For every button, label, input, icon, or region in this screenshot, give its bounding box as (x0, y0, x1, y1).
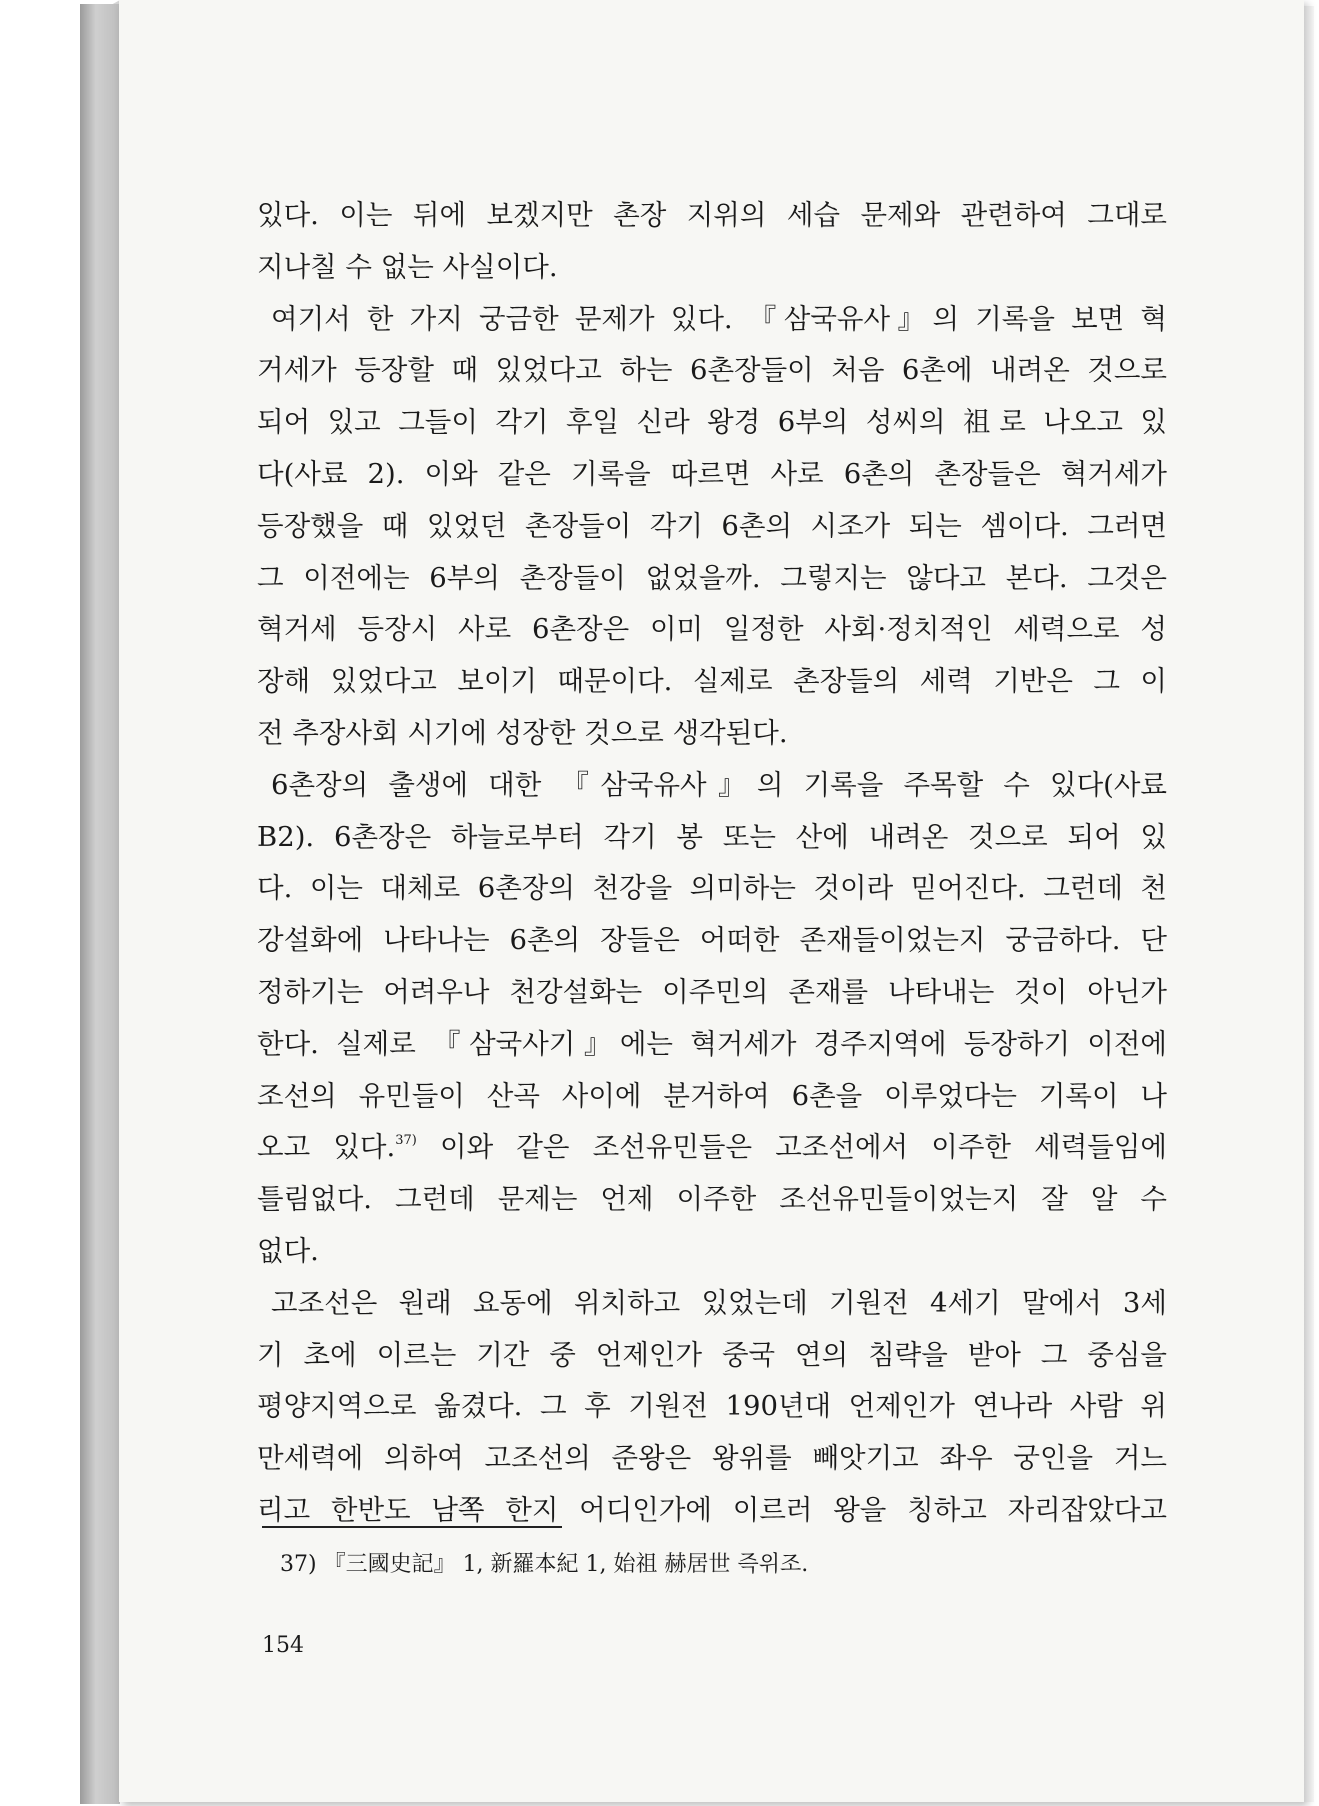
text-line: 틀림없다. 그런데 문제는 언제 이주한 조선유민들이었는지 잘 알 수 (257, 1183, 1167, 1216)
text-line: 지나칠 수 없는 사실이다. (257, 250, 558, 283)
text-line: 평양지역으로 옮겼다. 그 후 기원전 190년대 언제인가 연나라 사람 위 (257, 1390, 1167, 1423)
text-line: 그 이전에는 6부의 촌장들이 없었을까. 그렇지는 않다고 본다. 그것은 (257, 561, 1167, 594)
text-line: 장해 있었다고 보이기 때문이다. 실제로 촌장들의 세력 기반은 그 이 (257, 665, 1167, 698)
text-line: 다. 이는 대체로 6촌장의 천강을 의미하는 것이라 믿어진다. 그런데 천 (257, 872, 1167, 905)
footnote: 37) 『三國史記』 1, 新羅本紀 1, 始祖 赫居世 즉위조. (280, 1552, 809, 1577)
text-segment: 오고 있다. (257, 1131, 396, 1164)
page-number: 154 (262, 1633, 304, 1658)
text-line: 혁거세 등장시 사로 6촌장은 이미 일정한 사회·정치적인 세력으로 성 (257, 613, 1167, 646)
text-line: B2). 6촌장은 하늘로부터 각기 봉 또는 산에 내려온 것으로 되어 있 (257, 820, 1167, 853)
book-spine (80, 4, 120, 1804)
text-line: 조선의 유민들이 산곡 사이에 분거하여 6촌을 이루었다는 기록이 나 (257, 1079, 1167, 1112)
text-line: 전 추장사회 시기에 성장한 것으로 생각된다. (257, 716, 788, 749)
text-line: 리고 한반도 남쪽 한지 어디인가에 이르러 왕을 칭하고 자리잡았다고 (257, 1493, 1167, 1526)
text-line: 6촌장의 출생에 대한 『삼국유사』의 기록을 주목할 수 있다(사료 (271, 768, 1167, 801)
text-line: 한다. 실제로 『삼국사기』에는 혁거세가 경주지역에 등장하기 이전에 (257, 1027, 1167, 1060)
footnote-reference[interactable]: 37) (395, 1133, 417, 1149)
text-line: 없다. (257, 1234, 319, 1267)
text-line-with-footnote (257, 1122, 1167, 1174)
text-segment: 이와 같은 조선유민들은 고조선에서 이주한 세력들임에 (416, 1131, 1167, 1164)
footnote-divider (262, 1526, 562, 1528)
page-body (257, 190, 1167, 1537)
text-line: 있다. 이는 뒤에 보겠지만 촌장 지위의 세습 문제와 관련하여 그대로 (257, 199, 1167, 231)
text-line: 되어 있고 그들이 각기 후일 신라 왕경 6부의 성씨의 祖로 나오고 있 (257, 406, 1167, 439)
text-line: 강설화에 나타나는 6촌의 장들은 어떠한 존재들이었는지 궁금하다. 단 (257, 924, 1167, 957)
text-line: 등장했을 때 있었던 촌장들이 각기 6촌의 시조가 되는 셈이다. 그러면 (257, 509, 1167, 542)
text-line: 거세가 등장할 때 있었다고 하는 6촌장들이 처음 6촌에 내려온 것으로 (257, 354, 1167, 387)
text-line: 여기서 한 가지 궁금한 문제가 있다. 『삼국유사』의 기록을 보면 혁 (271, 302, 1167, 335)
text-line: 고조선은 원래 요동에 위치하고 있었는데 기원전 4세기 말에서 3세 (271, 1286, 1167, 1319)
text-line: 기 초에 이르는 기간 중 언제인가 중국 연의 침략을 받아 그 중심을 (257, 1338, 1167, 1371)
text-line: 만세력에 의하여 고조선의 준왕은 왕위를 빼앗기고 좌우 궁인을 거느 (257, 1442, 1167, 1475)
page-edge (1304, 6, 1314, 1802)
text-line: 다(사료 2). 이와 같은 기록을 따르면 사로 6촌의 촌장들은 혁거세가 (257, 457, 1167, 490)
text-line: 정하기는 어려우나 천강설화는 이주민의 존재를 나타내는 것이 아닌가 (257, 975, 1167, 1008)
